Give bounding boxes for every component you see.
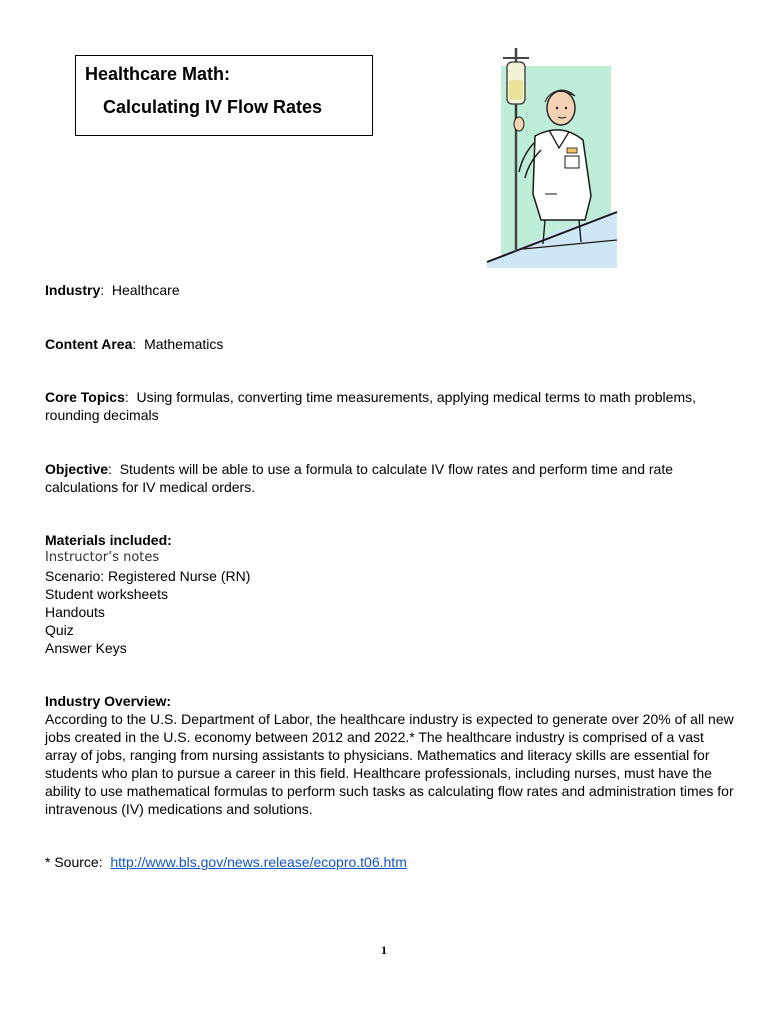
content-area-line: Content Area: Mathematics <box>45 336 224 352</box>
title-box <box>75 55 373 136</box>
title-line-2: Calculating IV Flow Rates <box>103 97 323 117</box>
objective-label: Objective <box>45 461 109 477</box>
materials-section <box>45 531 735 657</box>
overview-section <box>45 692 735 818</box>
materials-label: Materials included: <box>45 532 172 548</box>
nurse-with-iv-stand-icon <box>483 44 623 268</box>
source-prefix: * Source: <box>45 854 103 870</box>
overview-label: Industry Overview: <box>45 693 172 709</box>
industry-line: Industry: Healthcare <box>45 282 180 298</box>
content-area-value: Mathematics <box>144 336 224 352</box>
list-item: Answer Keys <box>45 640 127 656</box>
core-topics-value: Using formulas, converting time measurements, applying medical terms to math problems, rounding decimals <box>45 389 696 423</box>
industry-label: Industry <box>45 282 101 298</box>
objective-value: Students will be able to use a formula to calculate IV flow rates and perform time and rate calculations for IV medical orders. <box>45 461 673 495</box>
source-line <box>45 853 735 871</box>
title-line-1: Healthcare Math: <box>85 64 231 84</box>
source-link[interactable]: http://www.bls.gov/news.release/ecopro.t06.htm <box>110 854 407 870</box>
core-topics-label: Core Topics <box>45 389 125 405</box>
list-item: Handouts <box>45 604 105 620</box>
materials-list <box>45 549 735 657</box>
list-item: Scenario: Registered Nurse (RN) <box>45 568 251 584</box>
industry-value: Healthcare <box>111 282 180 298</box>
objective-line: Objective: Students will be able to use a formula to calculate IV flow rates and perform time and rate calculations for IV medical orders. <box>45 461 673 495</box>
list-item: Student worksheets <box>45 586 168 602</box>
list-item: Quiz <box>45 622 74 638</box>
overview-text: According to the U.S. Department of Labor, the healthcare industry is expected to generate over 20% of all new jobs created in the U.S. economy between 2012 and 2022.* The healthcare industry is comprised of a vast array of jobs, ranging from nursing assistants to physicians. Mathematics and literacy skills are essential for students who plan to pursue a career in this field. Healthcare professionals, including nurses, must have the ability to use mathematical formulas to perform such tasks as calculating flow rates and administration times for intravenous (IV) medications and solutions. <box>45 711 734 817</box>
core-topics-line: Core Topics: Using formulas, converting time measurements, applying medical terms to math problems, rounding decimals <box>45 389 696 423</box>
list-item: Instructor’s notes <box>45 550 160 565</box>
page-number: 1 <box>381 943 387 957</box>
content-area-label: Content Area <box>45 336 133 352</box>
